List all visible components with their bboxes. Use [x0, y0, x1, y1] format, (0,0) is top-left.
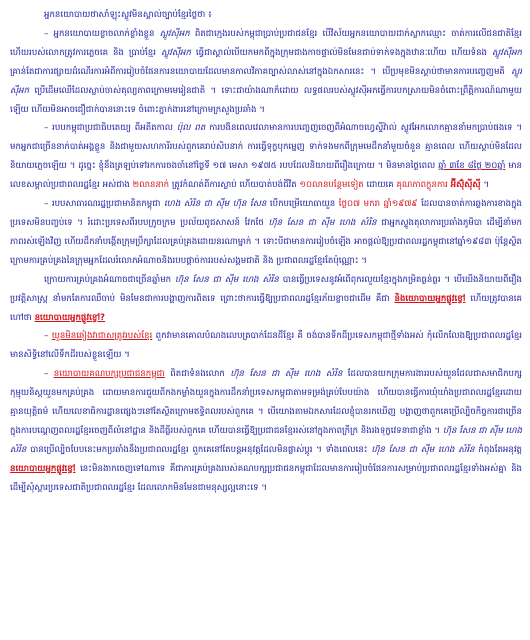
body-text: ពិតជាទំនងលោក — [164, 369, 231, 380]
body-text: ពិតជាក្មេងរបស់កម្ពុជាប្រាប់ប្រជាជនខ្មែរ បើវិស័យអ្នកនយោបាយដាក់ស្លាកឈ្មោះ ចាត់ការលើជនជាតិខ្មែរ ហើយរបស់លោកត្រូវការភ្លេចគេ និង ប្រាប់ខ្មែរ — [10, 28, 522, 58]
emphasized-text: និងយោបាយអ្នកផ្លូវខ្វៅ — [394, 293, 466, 304]
emphasized-text: ស្លូវស៊ីអក — [10, 66, 522, 96]
body-text: ដែលបានយកក្រុមការងាររបស់យួនដែលជាសមាជិកបក្សកុម្មុយនិស្តយួនមកគ្រប់គ្រង ដោយមានការជួយពីកងកម្លាំងយួនក្នុងការដឹកនាំប្រទេសកម្ពុជាតាមទម្រង់គ្រប់បែបយ៉ាង ហើយបានធ្វើការឃុំឃាំងប្រជាពលរដ្ឋខ្មែរដោយគ្មានយុត្តិធម៌ ហើយលេខាធិការដ្ឋានផ្សេងៗនៅតែស្ថិតក្រោមឥទ្ធិពលរបស់ពួកគេ ។ បើយោងតាមឯកសារដែលខ្ញុំបានរកឃើញ បង្ហាញថាពួកគេប្រើល្បិចកិច្ចការជាច្រើនក្នុងការបណ្ដេញពលរដ្ឋខ្មែរចេញពីលំនៅដ្ឋាន និងដីធ្លីរបស់ពួកគេ ហើយបានធ្វើឱ្យប្រជាជនខ្មែររស់នៅក្នុងភាពក្រីក្រ និងរងទុក្ខវេទនាជាខ្លាំង ។ — [10, 369, 522, 436]
body-text: – — [44, 369, 54, 380]
body-text: – អ្នកនយោបាយខ្លាចលាក់ខ្លាំងខ្លួន — [44, 28, 160, 39]
body-text: កំពុងតែអនុវត្ត — [474, 444, 522, 455]
paragraph — [10, 271, 522, 328]
paragraph — [10, 327, 522, 365]
paragraph — [10, 119, 522, 195]
emphasized-text: ថ្ងៃ០៧ មករា ឆ្នាំ១៩៧៩ — [338, 199, 418, 210]
body-text: អ្នកនយោបាយថាសាំឡុះស្លូវមិនស្គាល់ច្បាប់ខ្មែរថ្លៃថា ៖ — [44, 10, 212, 20]
body-text: ធ្វើជាស្គាល់បើយកមកពីក្នុងក្រុមជាងកាចផ្ទាល់មិនមែនជាប់ទាក់ទងក្នុងឋានៈហើយ ហើយទំនង — [190, 47, 492, 58]
emphasized-text: ស្លូវស៊ីអក — [160, 47, 191, 58]
body-text: គ្រាន់តែជាការផ្សាយដំណើរការអំពីការរៀបចំផែនការនយោបាយដែលមានកាលវិភាគច្បាស់លាស់នៅក្នុងឯកសារនេះ ។ បើប្រមុខមិនស្ដាប់ថាមានការបញ្ចេញមតិ — [10, 66, 512, 77]
body-text: បានប្រើល្បិចបែបនេះមកប្រឆាំងនឹងប្រជាពលរដ្ឋខ្មែរ ពួកគេនៅតែបន្តអនុវត្តដែលមិនផ្លាស់ប្ដូរ ។ ទាំងពេលនេះ — [26, 444, 372, 455]
body-text: – របបសាធារណរដ្ឋប្រជាមានិតកម្ពុជា — [44, 199, 164, 210]
emphasized-text: គុណភាពក្លូនការ — [396, 180, 448, 191]
emphasized-text: ហ៊ុន សែន ជា ស៊ីម ហេង សំរិន — [371, 444, 475, 455]
emphasized-text: នយោបាយអ្នកផ្លូវខ្វៅ — [10, 463, 76, 474]
emphasized-text: ឆ្នាំ ៣ខែ ៨ថ្ងៃ ២០ឆ្នាំ — [438, 161, 506, 172]
emphasized-text: ហ៊ុន សែន ជា ស៊ីម ហេង សំរិន — [230, 369, 343, 380]
document-page — [10, 6, 522, 634]
body-text: ប្រើដើមឈើដែលស្លាប់ចាស់តុល្យភាពក្រោមមេរៀនជាតិ ។ ទោះជាយ៉ាងណាក៏ដោយ លទ្ធផលរបស់ស្លូវស៊ីអកធ្វើការបកស្រាយមិនចំពោះព្រឹត្តិការណ៍ណាមួយឡើយ ហើយមិនអាចជឿជាក់បាននោះទេ ចំពោះភ្នាក់ងារនៅក្រោមក្រសួងប្រឆាំង ។ — [10, 85, 522, 115]
body-text: មានលេខសម្គាល់ប្រជាពលរដ្ឋខ្មែរ អស់ជាង — [10, 161, 522, 191]
emphasized-text: ហេង សំរិន ជា ស៊ីម ហ៊ុន សែន — [163, 199, 267, 210]
emphasized-text: ហ៊ុន សែន ជា ស៊ីម ហេង សំរិន — [268, 217, 377, 228]
emphasized-text: ប៉ុល ពត — [176, 123, 206, 134]
emphasized-text: យួនមិនឆៀងវាជាសត្រូវរបស់ខ្មែរ — [51, 331, 153, 342]
body-text: បានធ្វើប្រទេសនូវអំពើពុករលួយខ្មែរក្នុងកម្រិតធ្ងន់ធ្ងរ ។ បើយើងនិយាយពីរឿងប្រវត្តិសាស្ត្រ នាំមកតែការឈឺចាប់ មិនមែនជាការបង្ហាញការពិតទេ ព្រោះថាការធ្វើឱ្យប្រជាពលរដ្ឋខ្មែរភ័យខ្លាចជាដើម គឺជា — [10, 274, 522, 304]
body-text: ហើយត្រូវបានគេហៅថា — [10, 293, 522, 323]
body-text: – — [44, 331, 52, 342]
emphasized-text: ហ៊ុន សែន ជា ស៊ីម ហេង សំរិន — [174, 274, 279, 285]
emphasized-text: អ៊ីស៊ុំស៊ីស៊ី — [450, 180, 481, 191]
paragraph — [10, 365, 522, 497]
body-text: នេះមិនងាកចេញទៅណាទេ គឺជាការគ្រប់គ្រងរបស់គណបក្សប្រជាជនកម្ពុជាដែលមានការរៀបចំផែនការសម្រាប់ប្រជាពលរដ្ឋខ្មែរទាំងអស់គ្នា និង ដើម្បីសុំស្តារប្រទេសជាតិប្រជាពលរដ្ឋខ្មែរ ដែលលោកមិនមែនជាមនុស្សល្អនោះទេ ។ — [10, 463, 522, 493]
body-text: បើកបម្រើយោធាយួន — [266, 199, 339, 210]
body-text: ក្រោយការគ្រប់គ្រងអំណាចជាច្រើនឆ្នាំមក — [44, 274, 175, 285]
body-text: ។ — [480, 180, 490, 191]
emphasized-text: ២លាននាក់ — [132, 180, 170, 191]
emphasized-text: ១០លានបន្ថែមទៀត — [299, 180, 364, 191]
body-text: ដែលបានចាត់ការឆ្លងការខាងក្នុងប្រទេសមិនបញ្ចប់ទេ ។ រំដោះប្រទេសពីរបបក្រូចក្រម ប្រល័យពូជសាសន៍ វែកថែ — [10, 199, 522, 228]
paragraph — [10, 195, 522, 271]
paragraph — [10, 25, 522, 120]
body-text: ត្រូវកំណត់ពីការស្លាប់ ហើយបាត់បង់ជីវិត — [169, 180, 300, 191]
emphasized-text: នយោបាយអ្នកផ្លូវខ្វៅ? — [34, 312, 106, 323]
body-text: – របបកម្ពុជាប្រជាធិបតេយ្យ ពីអតីតកាល — [44, 123, 177, 134]
emphasized-text: ហ៊ុន សែន ជា ស៊ីម ហេង សំរិន — [10, 425, 522, 455]
body-text: ជាអ្នកស្ទូងតុលាការប្រឆាំងភូមិបា ដើម្បីនាំមកភាពរស់ឡើងវិញ ហើយដឹកនាំបង្កើតក្រុមប្រឹក្សាដែលគ្រប់គ្រងដោយនរណាម្នាក់ ។ ទោះបីជាមានការរៀបចំឡើង អាចផ្ដល់ឱ្យប្រជាពលរដ្ឋកម្ពុជានៅឆ្នាំ១៩៨៣ ប៉ុន្តែស្ថិតក្រោមការគ្រប់គ្រងនៃក្រុមអ្នកដែលរំលោភអំណាចនិងរបបផ្ដាច់ការរបស់សង្គមជាតិ និង ប្រជាពលរដ្ឋខ្មែរតែប៉ុណ្ណោះ ។ — [10, 217, 522, 266]
body-text: ដោយគេ — [363, 180, 397, 191]
body-text: ពួកវាមានគោលបំណងលេបត្របាក់ដែនដីខ្មែរ គឺ ចង់បានទឹកដីប្រទេសកម្ពុជាថ្មីទាំងអស់ កុំលើកលែងឱ្យប្រជាពលរដ្ឋខ្មែរមានសិទ្ធិនៅលើទឹកដីរបស់ខ្លួនឡើយ ។ — [10, 331, 522, 361]
paragraph — [10, 6, 522, 25]
emphasized-text: ស្លូវស៊ីអក — [159, 28, 190, 39]
emphasized-text: នយោបាយគណបក្សប្រជាជនកម្ពុជា — [53, 369, 165, 380]
emphasized-text: ស្លូវស៊ីអក — [491, 47, 522, 58]
body-text: ការបងិនពេលវេលាមានការបញ្ចេញចេញពីអំណាចហ្វេស្ទីវ៉ាល់ ស្លូវអែកលោកគ្មាននាំមកប្រាប់ផងទេ ។ មកអ្នកជាច្រើននាក់បាត់អង្គខ្លួន និងជាមួយសហការីរបស់ពួកគេរាប់សិបនាក់ ការធ្វើទុក្ខបុកម្នេញ ទាក់ទងមកពីក្រុមមេដឹកនាំមួយចំនួន គ្មានពេល ហើយស្តាប់មិនដែលនិយាយភ្លេចឡើយ ។ ដូច្នេះ ខ្ញុំនឹងត្រឡប់ទៅរកការចងចាំនៅថ្ងៃទី ១៧ មេសា ១៩៧៥ របបដែលនិយាយពីរឿងក្រោយ ។ មិនមានថ្ងៃពេល — [10, 123, 522, 172]
